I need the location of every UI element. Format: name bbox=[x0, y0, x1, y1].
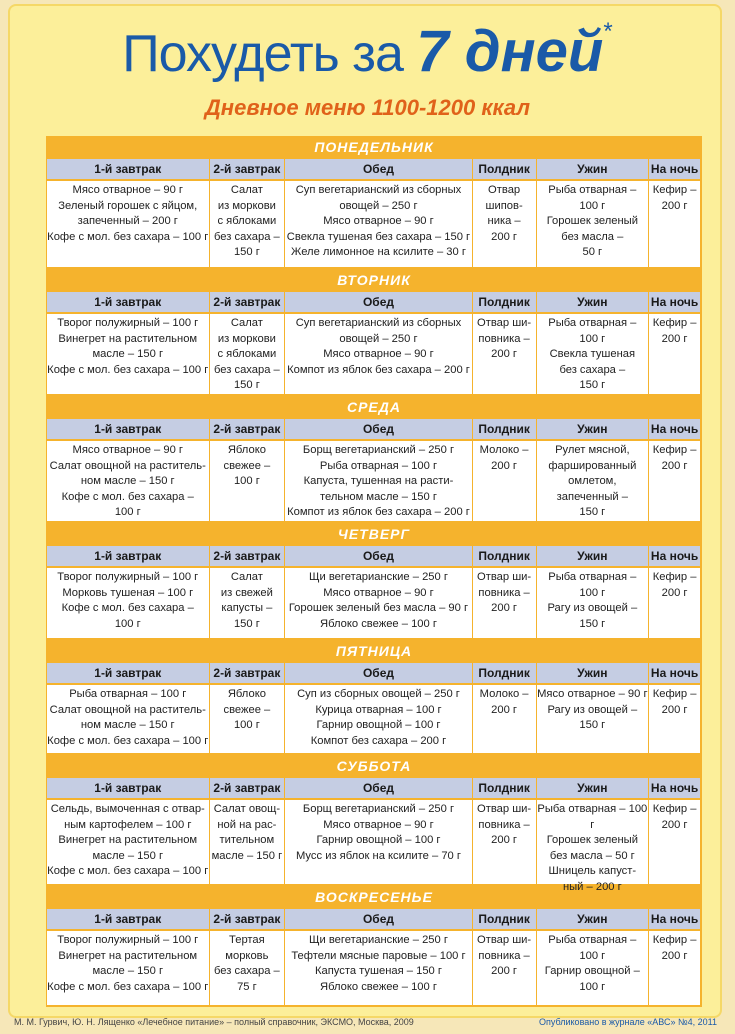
meal-cell-breakfast-1: Мясо отварное – 90 г Зеленый горошек с яйцом, запеченный – 200 г Кофе с мол. без сахара – 100 г bbox=[47, 181, 209, 267]
meal-cell-snack: Отвар ши- повника – 200 г bbox=[473, 931, 536, 1005]
column-header-breakfast-2: 2-й завтрак bbox=[210, 546, 285, 566]
day-block bbox=[46, 886, 702, 1007]
column-header-snack: Полдник bbox=[473, 546, 536, 566]
meal-row bbox=[47, 929, 701, 1005]
column-header-breakfast-2: 2-й завтрак bbox=[210, 292, 285, 312]
column-header-lunch: Обед bbox=[285, 419, 471, 439]
meal-cell-night: Кефир – 200 г bbox=[649, 931, 700, 1005]
meal-cell-night: Кефир – 200 г bbox=[649, 181, 700, 267]
column-header-row bbox=[47, 545, 701, 566]
meal-cell-snack: Отвар шипов- ника – 200 г bbox=[473, 181, 536, 267]
footer-source: М. М. Гурвич, Ю. Н. Лященко «Лечебное питание» – полный справочник, ЭКСМО, Москва, 2009 bbox=[14, 1017, 414, 1027]
column-header-snack: Полдник bbox=[473, 663, 536, 683]
column-header-lunch: Обед bbox=[285, 546, 471, 566]
column-header-night: На ночь bbox=[649, 909, 700, 929]
column-header-lunch: Обед bbox=[285, 663, 471, 683]
column-header-night: На ночь bbox=[649, 663, 700, 683]
meal-cell-lunch: Щи вегетарианские – 250 г Мясо отварное – 90 г Горошек зеленый без масла – 90 г Яблоко свежее – 100 г bbox=[285, 568, 471, 638]
column-header-breakfast-2: 2-й завтрак bbox=[210, 159, 285, 179]
column-header-dinner: Ужин bbox=[537, 419, 649, 439]
column-header-breakfast-1: 1-й завтрак bbox=[47, 292, 209, 312]
column-header-breakfast-1: 1-й завтрак bbox=[47, 419, 209, 439]
day-block bbox=[46, 640, 702, 755]
meal-row bbox=[47, 439, 701, 521]
meal-cell-breakfast-2: Яблоко свежее – 100 г bbox=[210, 685, 285, 753]
weekly-menu-table bbox=[46, 136, 702, 1007]
day-block bbox=[46, 396, 702, 523]
column-header-row bbox=[47, 777, 701, 798]
day-header: ВОСКРЕСЕНЬЕ bbox=[315, 889, 433, 905]
column-header-breakfast-2: 2-й завтрак bbox=[210, 419, 285, 439]
column-header-breakfast-2: 2-й завтрак bbox=[210, 663, 285, 683]
meal-cell-snack: Отвар ши- повника – 200 г bbox=[473, 800, 536, 884]
meal-cell-breakfast-2: Тертая морковь без сахара – 75 г bbox=[210, 931, 285, 1005]
meal-cell-lunch: Борщ вегетарианский – 250 г Рыба отварная – 100 г Капуста, тушенная на расти- тельном масле – 150 г Компот из яблок без сахара – 200 г bbox=[285, 441, 471, 521]
meal-cell-night: Кефир – 200 г bbox=[649, 800, 700, 884]
day-block bbox=[46, 136, 702, 269]
meal-cell-snack: Молоко – 200 г bbox=[473, 685, 536, 753]
column-header-snack: Полдник bbox=[473, 778, 536, 798]
column-header-breakfast-1: 1-й завтрак bbox=[47, 159, 209, 179]
meal-cell-breakfast-1: Мясо отварное – 90 г Салат овощной на раститель- ном масле – 150 г Кофе с мол. без сахара – 100 г bbox=[47, 441, 209, 521]
column-header-lunch: Обед bbox=[285, 778, 471, 798]
meal-row bbox=[47, 179, 701, 267]
column-header-snack: Полдник bbox=[473, 909, 536, 929]
meal-cell-snack: Отвар ши- повника – 200 г bbox=[473, 568, 536, 638]
day-block bbox=[46, 523, 702, 640]
meal-cell-breakfast-2: Салат из свежей капусты – 150 г bbox=[210, 568, 285, 638]
column-header-dinner: Ужин bbox=[537, 546, 649, 566]
day-header: СУББОТА bbox=[336, 758, 412, 774]
meal-cell-breakfast-2: Салат из моркови с яблоками без сахара – 150 г bbox=[210, 314, 285, 394]
column-header-dinner: Ужин bbox=[537, 909, 649, 929]
title-footnote-mark: * bbox=[603, 18, 613, 45]
column-header-night: На ночь bbox=[649, 292, 700, 312]
column-header-row bbox=[47, 418, 701, 439]
column-header-lunch: Обед bbox=[285, 159, 471, 179]
column-header-row bbox=[47, 158, 701, 179]
meal-row bbox=[47, 798, 701, 893]
meal-cell-dinner: Рыба отварная – 100 г Гарнир овощной – 100 г bbox=[537, 931, 649, 1005]
meal-cell-lunch: Щи вегетарианские – 250 г Тефтели мясные паровые – 100 г Капуста тушеная – 150 г Яблоко свежее – 100 г bbox=[285, 931, 471, 1005]
meal-cell-dinner: Рыба отварная – 100 г Горошек зеленый без масла – 50 г Шницель капуст- ный – 200 г bbox=[537, 800, 649, 884]
page-title bbox=[0, 18, 735, 85]
meal-cell-snack: Молоко – 200 г bbox=[473, 441, 536, 521]
title-accent: 7 дней bbox=[416, 19, 604, 84]
meal-row bbox=[47, 683, 701, 753]
meal-cell-breakfast-1: Творог полужирный – 100 г Винегрет на растительном масле – 150 г Кофе с мол. без сахара – 100 г bbox=[47, 931, 209, 1005]
day-header: ПОНЕДЕЛЬНИК bbox=[314, 139, 434, 155]
meal-row bbox=[47, 312, 701, 394]
meal-cell-night: Кефир – 200 г bbox=[649, 441, 700, 521]
day-block bbox=[46, 755, 702, 893]
meal-cell-breakfast-1: Рыба отварная – 100 г Салат овощной на раститель- ном масле – 150 г Кофе с мол. без сахара – 100 г bbox=[47, 685, 209, 753]
meal-cell-snack: Отвар ши- повника – 200 г bbox=[473, 314, 536, 394]
meal-cell-night: Кефир – 200 г bbox=[649, 685, 700, 753]
column-header-breakfast-1: 1-й завтрак bbox=[47, 546, 209, 566]
column-header-breakfast-1: 1-й завтрак bbox=[47, 778, 209, 798]
column-header-row bbox=[47, 908, 701, 929]
column-header-dinner: Ужин bbox=[537, 663, 649, 683]
meal-cell-lunch: Суп вегетарианский из сборных овощей – 250 г Мясо отварное – 90 г Свекла тушеная без сахара – 150 г Желе лимонное на ксилите – 30 г bbox=[285, 181, 471, 267]
meal-cell-dinner: Мясо отварное – 90 г Рагу из овощей – 150 г bbox=[537, 685, 649, 753]
column-header-snack: Полдник bbox=[473, 159, 536, 179]
column-header-night: На ночь bbox=[649, 546, 700, 566]
meal-cell-lunch: Суп из сборных овощей – 250 г Курица отварная – 100 г Гарнир овощной – 100 г Компот без сахара – 200 г bbox=[285, 685, 471, 753]
meal-cell-lunch: Борщ вегетарианский – 250 г Мясо отварное – 90 г Гарнир овощной – 100 г Мусс из яблок на ксилите – 70 г bbox=[285, 800, 471, 884]
column-header-breakfast-2: 2-й завтрак bbox=[210, 778, 285, 798]
column-header-row bbox=[47, 662, 701, 683]
meal-cell-breakfast-1: Сельдь, вымоченная с отвар- ным картофелем – 100 г Винегрет на растительном масле – 150 г Кофе с мол. без сахара – 100 г bbox=[47, 800, 209, 884]
column-header-dinner: Ужин bbox=[537, 159, 649, 179]
meal-cell-night: Кефир – 200 г bbox=[649, 568, 700, 638]
meal-cell-dinner: Рыба отварная – 100 г Свекла тушеная без сахара – 150 г bbox=[537, 314, 649, 394]
day-header: ПЯТНИЦА bbox=[335, 643, 413, 659]
meal-cell-night: Кефир – 200 г bbox=[649, 314, 700, 394]
column-header-night: На ночь bbox=[649, 778, 700, 798]
column-header-breakfast-2: 2-й завтрак bbox=[210, 909, 285, 929]
page-subtitle: Дневное меню 1100-1200 ккал bbox=[204, 95, 531, 120]
day-header: СРЕДА bbox=[346, 399, 401, 415]
column-header-row bbox=[47, 291, 701, 312]
meal-cell-breakfast-1: Творог полужирный – 100 г Морковь тушеная – 100 г Кофе с мол. без сахара – 100 г bbox=[47, 568, 209, 638]
day-header: ЧЕТВЕРГ bbox=[337, 526, 411, 542]
column-header-breakfast-1: 1-й завтрак bbox=[47, 663, 209, 683]
column-header-lunch: Обед bbox=[285, 909, 471, 929]
meal-cell-dinner: Рыба отварная – 100 г Горошек зеленый без масла – 50 г bbox=[537, 181, 649, 267]
title-main: Похудеть за bbox=[122, 25, 417, 83]
column-header-dinner: Ужин bbox=[537, 292, 649, 312]
meal-cell-breakfast-1: Творог полужирный – 100 г Винегрет на растительном масле – 150 г Кофе с мол. без сахара – 100 г bbox=[47, 314, 209, 394]
day-header: ВТОРНИК bbox=[337, 272, 411, 288]
meal-cell-dinner: Рулет мясной, фаршированный омлетом, запеченный – 150 г bbox=[537, 441, 649, 521]
meal-cell-lunch: Суп вегетарианский из сборных овощей – 250 г Мясо отварное – 90 г Компот из яблок без сахара – 200 г bbox=[285, 314, 471, 394]
column-header-night: На ночь bbox=[649, 159, 700, 179]
meal-cell-breakfast-2: Салат овощ- ной на рас- тительном масле – 150 г bbox=[210, 800, 285, 884]
column-header-snack: Полдник bbox=[473, 292, 536, 312]
meal-cell-dinner: Рыба отварная – 100 г Рагу из овощей – 150 г bbox=[537, 568, 649, 638]
column-header-night: На ночь bbox=[649, 419, 700, 439]
day-block bbox=[46, 269, 702, 396]
footer-published: Опубликовано в журнале «АВС» №4, 2011 bbox=[539, 1017, 717, 1027]
column-header-snack: Полдник bbox=[473, 419, 536, 439]
column-header-breakfast-1: 1-й завтрак bbox=[47, 909, 209, 929]
meal-cell-breakfast-2: Яблоко свежее – 100 г bbox=[210, 441, 285, 521]
meal-row bbox=[47, 566, 701, 638]
column-header-dinner: Ужин bbox=[537, 778, 649, 798]
meal-cell-breakfast-2: Салат из моркови с яблоками без сахара – 150 г bbox=[210, 181, 285, 267]
column-header-lunch: Обед bbox=[285, 292, 471, 312]
